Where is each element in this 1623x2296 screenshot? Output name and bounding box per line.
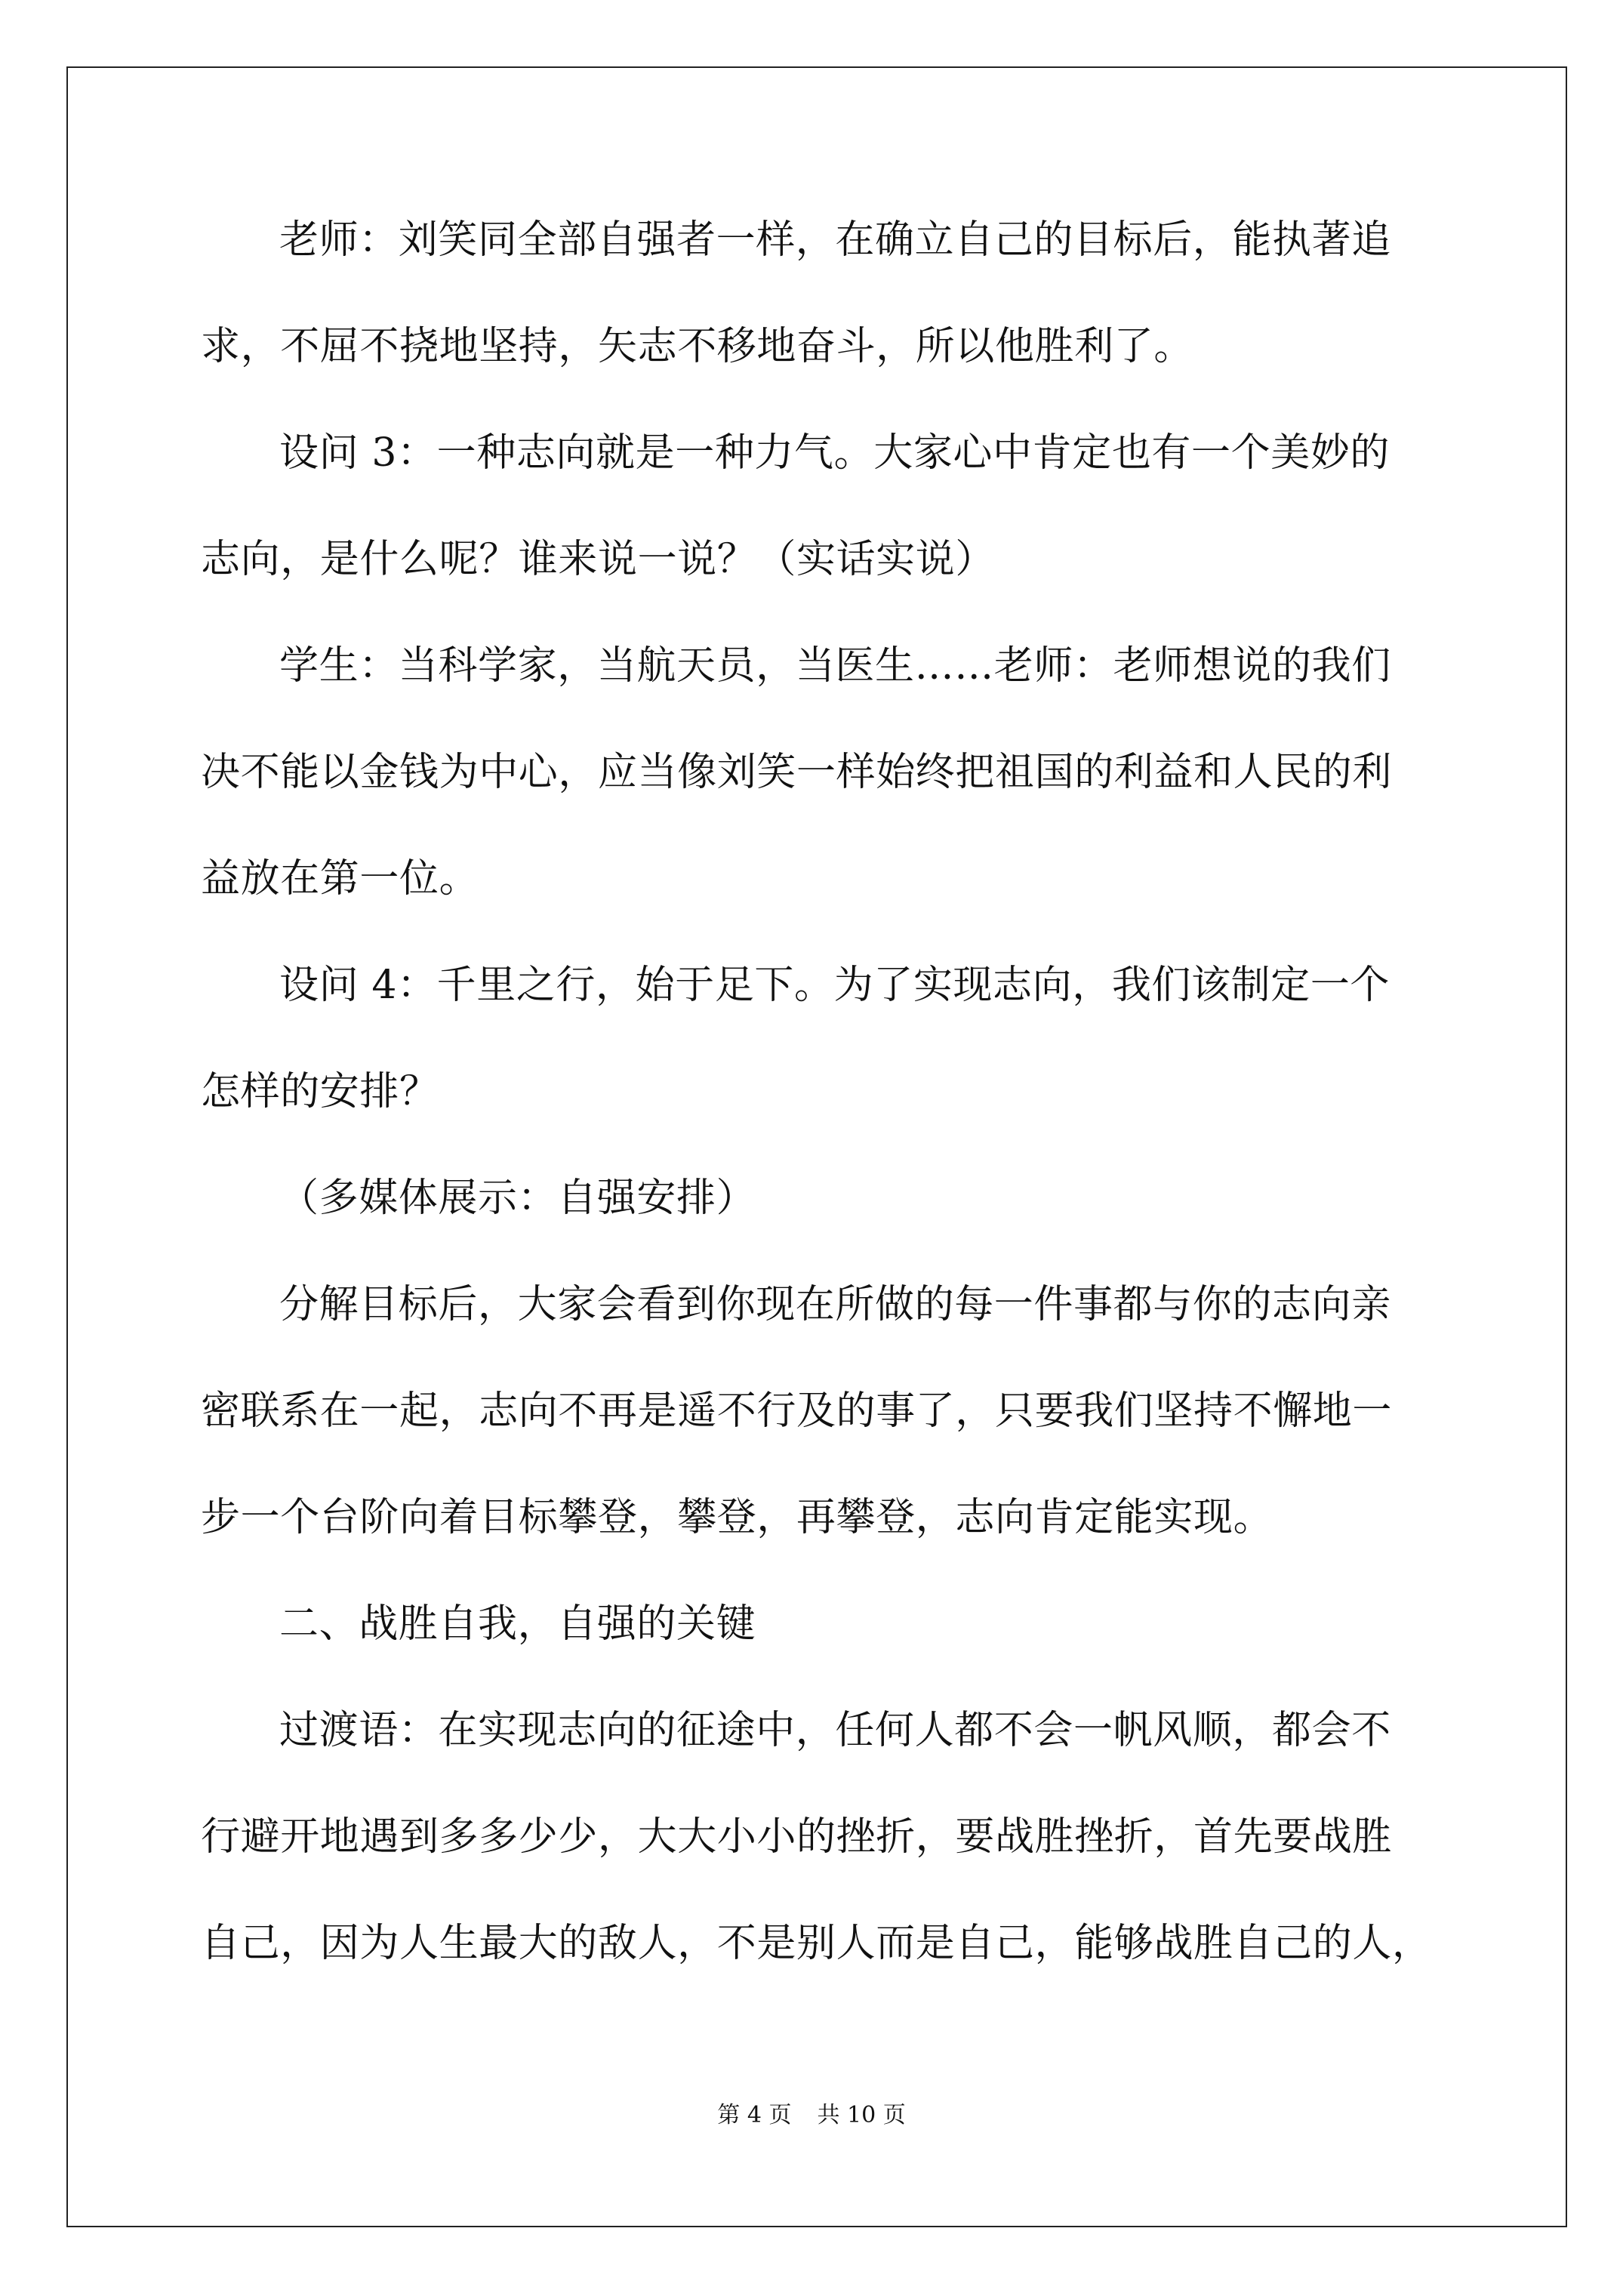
text-line: 设问 4：千里之行，始于足下。为了实现志向，我们该制定一个 [279, 963, 1390, 1008]
text-line: 志向，是什么呢？谁来说一说？（实话实说） [201, 537, 996, 582]
text-line: 老师：刘笑同全部自强者一样，在确立自己的目标后，能执著追 [279, 217, 1391, 263]
text-line: 学生：当科学家，当航天员，当医生……老师：老师想说的我们 [279, 643, 1391, 689]
text-line: 过渡语：在实现志向的征途中，任何人都不会一帆风顺，都会不 [279, 1708, 1391, 1753]
page-number: 第 4 页 [717, 2102, 792, 2128]
page-footer [0, 2100, 1623, 2131]
text-line: 分解目标后，大家会看到你现在所做的每一件事都与你的志向亲 [279, 1282, 1391, 1327]
text-line: 步一个台阶向着目标攀登，攀登，再攀登，志向肯定能实现。 [201, 1495, 1273, 1540]
text-line: （多媒体展示：自强安排） [279, 1176, 756, 1221]
page-total: 共 10 页 [817, 2102, 906, 2128]
text-line: 怎样的安排？ [201, 1069, 439, 1114]
text-line: 求，不屈不挠地坚持，矢志不移地奋斗，所以他胜利了。 [201, 324, 1194, 369]
text-line: 行避开地遇到多多少少，大大小小的挫折，要战胜挫折，首先要战胜 [201, 1814, 1393, 1860]
text-line: 密联系在一起，志向不再是遥不行及的事了，只要我们坚持不懈地一 [201, 1388, 1393, 1434]
text-line: 决不能以金钱为中心，应当像刘笑一样始终把祖国的利益和人民的利 [201, 750, 1393, 795]
text-line: 益放在第一位。 [201, 856, 479, 901]
text-line: 设问 3：一种志向就是一种力气。大家心中肯定也有一个美妙的 [279, 430, 1390, 476]
text-line: 自己，因为人生最大的敌人，不是别人而是自己，能够战胜自己的人， [201, 1921, 1432, 1966]
section-heading: 二、战胜自我，自强的关键 [279, 1601, 756, 1647]
document-body [201, 187, 1439, 1997]
